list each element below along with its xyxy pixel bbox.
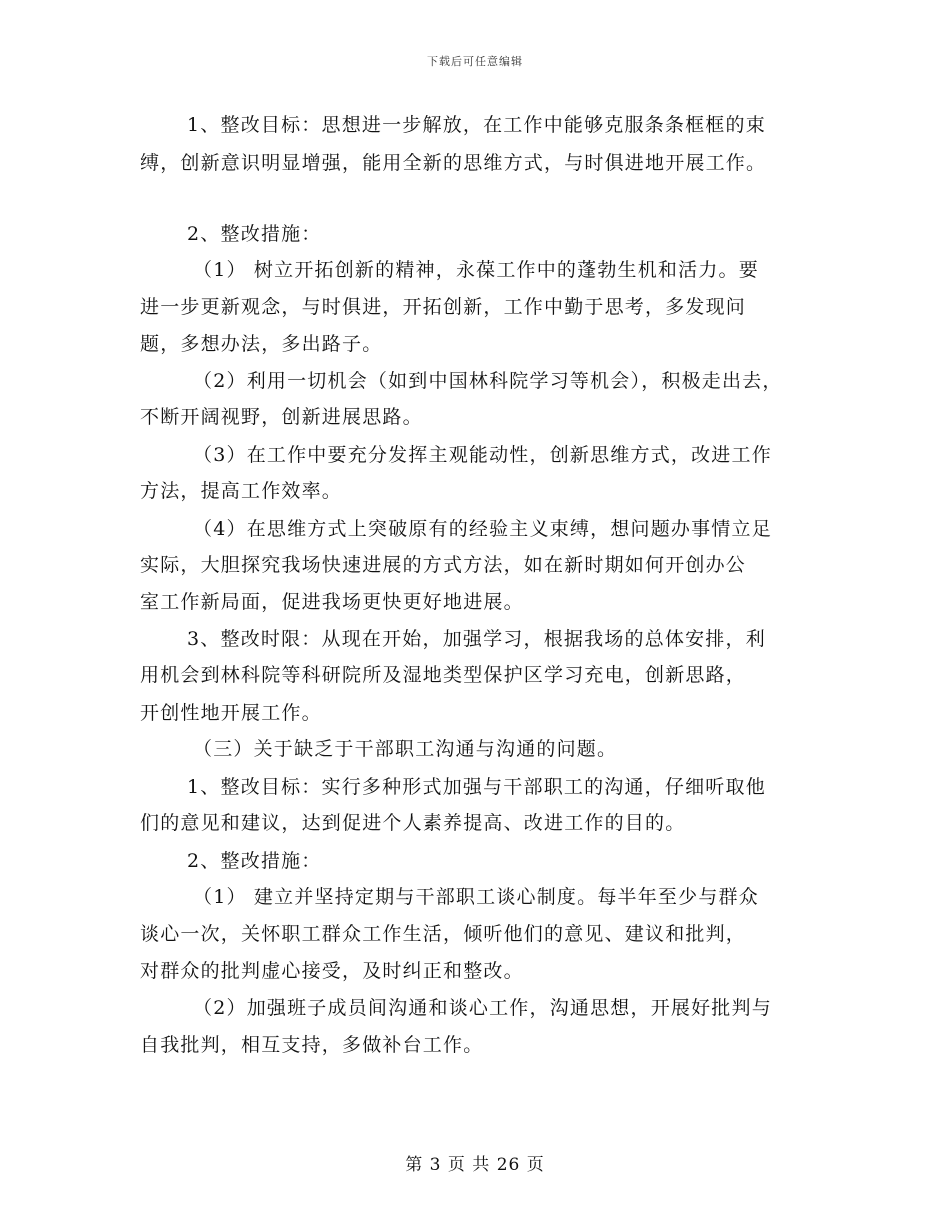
body-line: 开创性地开展工作。 [140, 702, 322, 724]
body-line: 题，多想办法，多出路子。 [140, 333, 383, 355]
body-line: 进一步更新观念，与时俱进，开拓创新，工作中勤于思考，多发现问 [140, 296, 747, 318]
body-line: 用机会到林科院等科研院所及湿地类型保护区学习充电，创新思路， [140, 664, 747, 686]
body-line: （1） 树立开拓创新的精神，永葆工作中的蓬勃生机和活力。要 [193, 259, 759, 281]
body-line: 2、整改措施： [187, 850, 322, 872]
body-line: 自我批判，相互支持，多做补台工作。 [140, 1034, 484, 1056]
body-line: 3、整改时限：从现在开始，加强学习，根据我场的总体安排，利 [187, 628, 766, 650]
body-line: 1、整改目标：思想进一步解放，在工作中能够克服条条框框的束 [187, 114, 766, 136]
body-line: 室工作新局面，促进我场更快更好地进展。 [140, 591, 524, 613]
body-line: 实际，大胆探究我场快速进展的方式方法，如在新时期如何开创办公 [140, 554, 747, 576]
body-line: 对群众的批判虚心接受，及时纠正和整改。 [140, 960, 524, 982]
body-line: （4）在思维方式上突破原有的经验主义束缚，想问题办事情立足 [193, 518, 772, 540]
body-line: 2、整改措施： [187, 223, 322, 245]
page-header: 下载后可任意编辑 [427, 55, 523, 68]
body-line: （2）加强班子成员间沟通和谈心工作，沟通思想，开展好批判与 [193, 997, 772, 1019]
body-line: 谈心一次，关怀职工群众工作生活，倾听他们的意见、建议和批判， [140, 923, 747, 945]
body-line: 缚，创新意识明显增强，能用全新的思维方式，与时俱进地开展工作。 [140, 152, 767, 174]
body-line: 不断开阔视野，创新进展思路。 [140, 406, 423, 428]
body-line: （2）利用一切机会（如到中国林科院学习等机会），积极走出去， [193, 370, 783, 392]
page-number-footer: 第 3 页 共 26 页 [405, 1155, 545, 1175]
body-line: 们的意见和建议，达到促进个人素养提高、改进工作的目的。 [140, 812, 686, 834]
section-heading: （三）关于缺乏于干部职工沟通与沟通的问题。 [193, 738, 618, 760]
body-line: （3）在工作中要充分发挥主观能动性，创新思维方式，改进工作 [193, 444, 772, 466]
body-line: （1） 建立并坚持定期与干部职工谈心制度。每半年至少与群众 [193, 886, 759, 908]
body-line: 1、整改目标：实行多种形式加强与干部职工的沟通，仔细听取他 [187, 776, 766, 798]
body-line: 方法，提高工作效率。 [140, 480, 343, 502]
